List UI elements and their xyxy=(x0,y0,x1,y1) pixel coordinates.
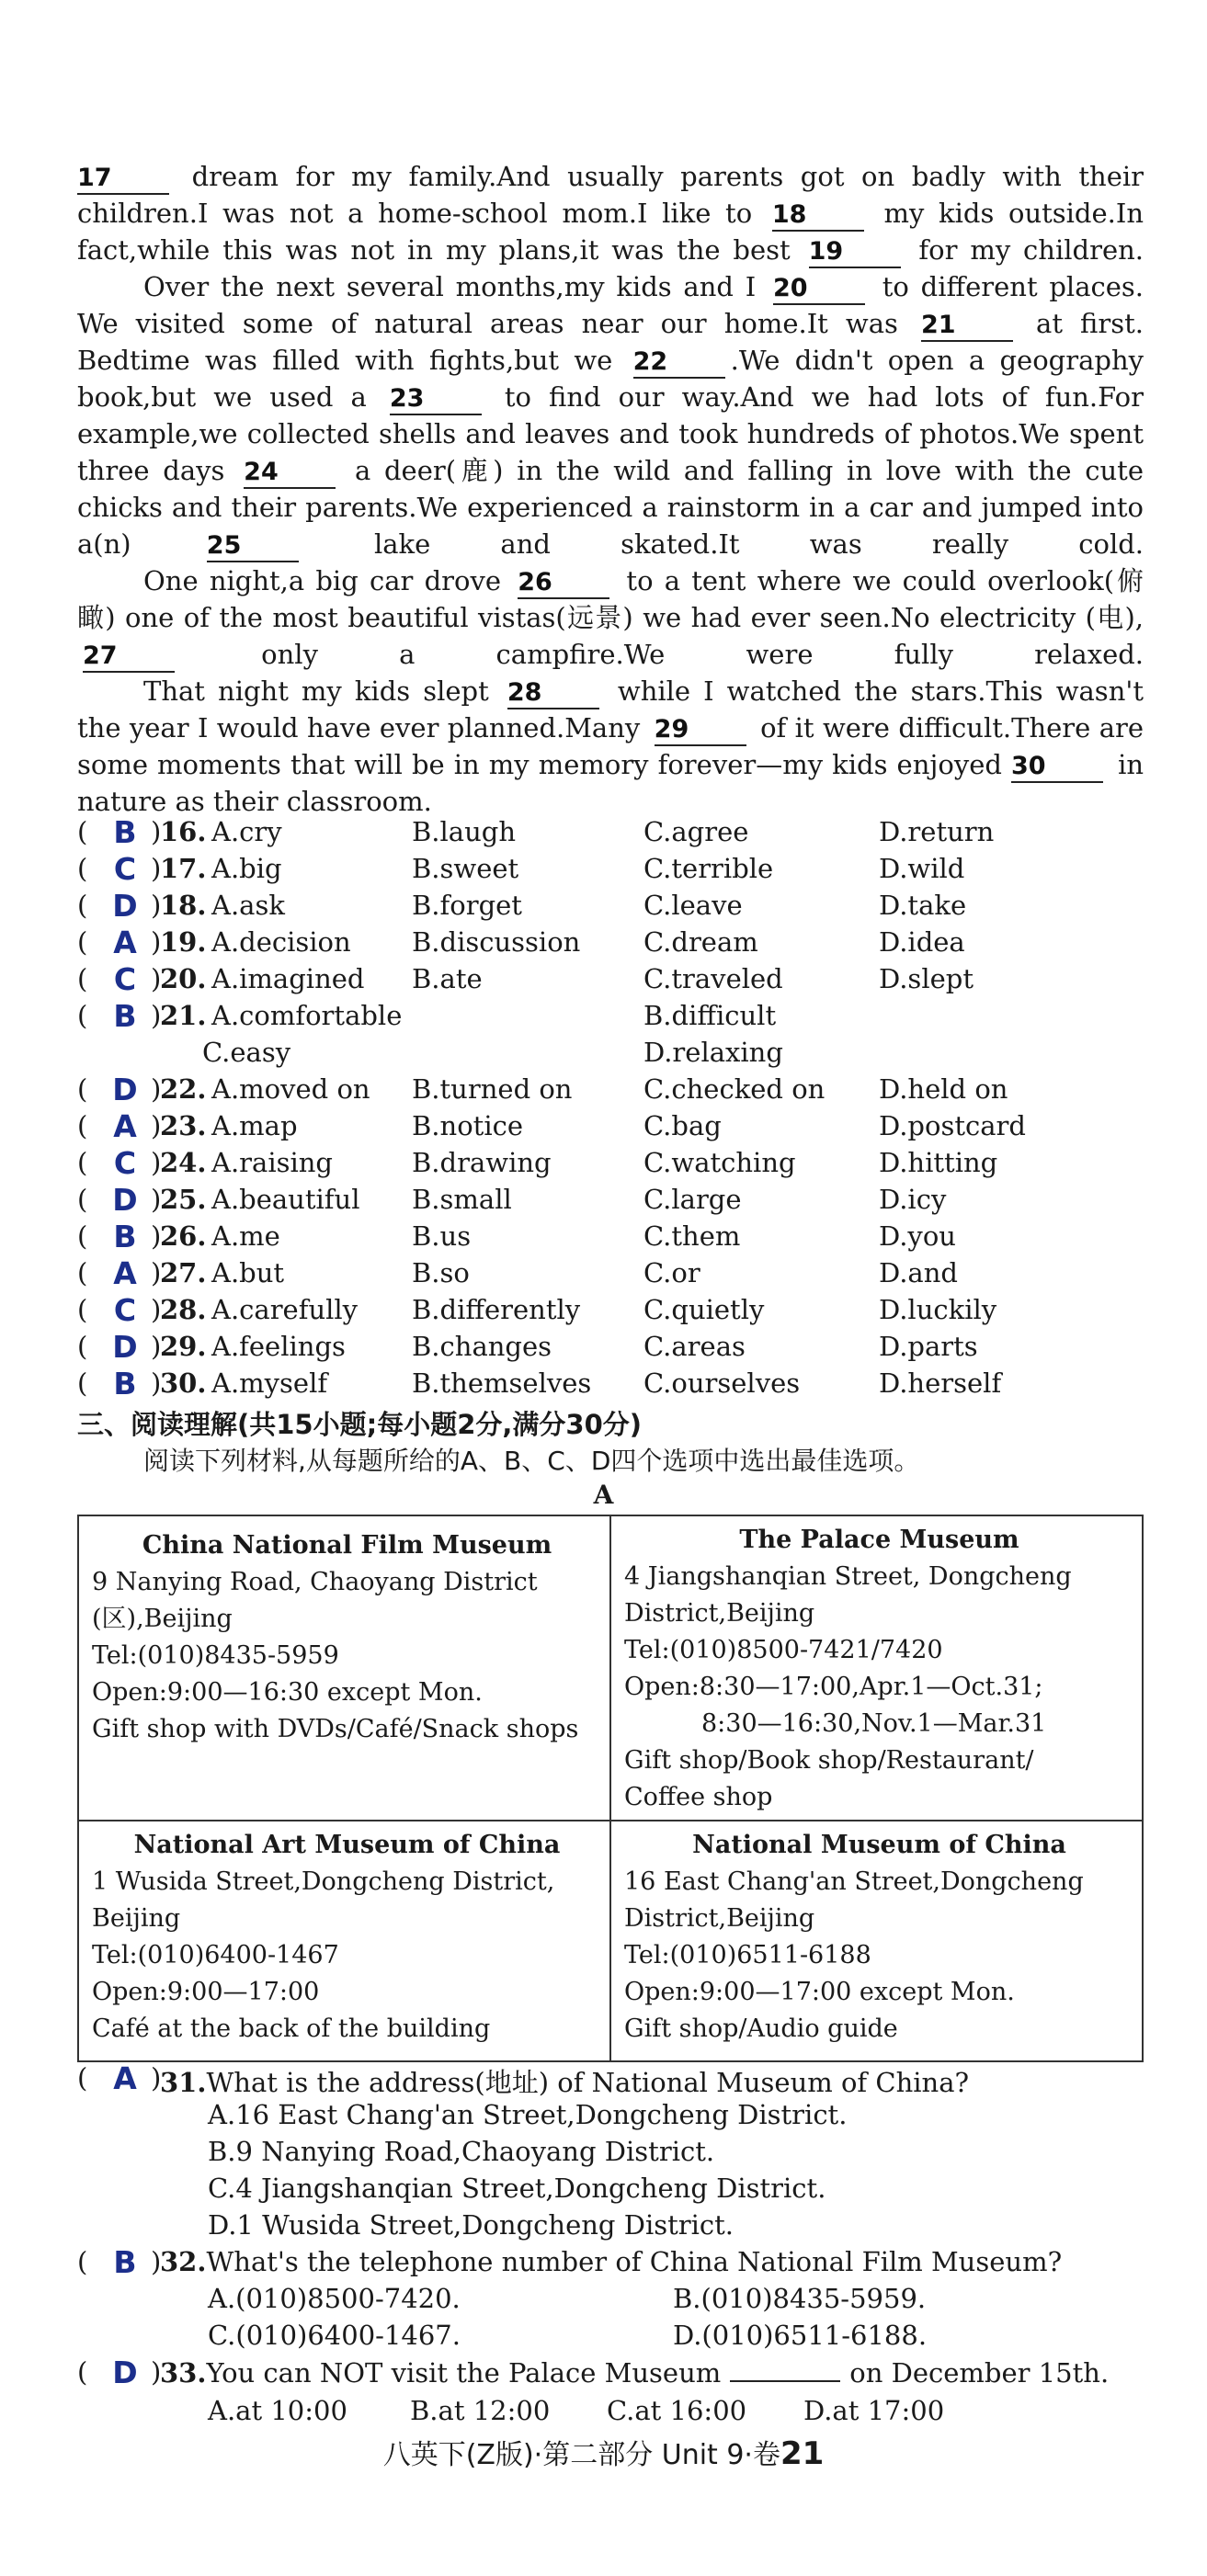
option-d: D.idea xyxy=(879,926,965,958)
question-number: 32. xyxy=(160,2246,207,2277)
question-number: 22. xyxy=(160,1073,207,1105)
blank-21: 21 xyxy=(921,311,1013,342)
answer-mark: D xyxy=(112,2355,138,2390)
question-number: 25. xyxy=(160,1184,207,1215)
question-20: ( C ) 20. A.imagined B.ate C.traveled D.slept xyxy=(77,961,974,997)
blank-28: 28 xyxy=(507,678,599,709)
footer-text: 八英下(Z版)·第二部分 Unit 9·卷 xyxy=(382,2439,780,2471)
paragraph-1 xyxy=(77,158,1144,268)
museum-name: The Palace Museum xyxy=(739,1526,1019,1554)
option-b: B.us xyxy=(412,1220,472,1252)
passage-text: of it were difficult.There are some moments that will be in my memory forever—my kids enjoyed xyxy=(77,712,1144,780)
blank-17: 17 xyxy=(77,164,169,195)
passage-text: my kids outside.In fact,while this was not in my plans,it was the best xyxy=(77,198,1144,266)
option-c: C.agree xyxy=(643,816,749,847)
option-b: B.(010)8435-5959. xyxy=(673,2283,927,2314)
option-a: A.decision xyxy=(211,926,351,958)
page-footer xyxy=(0,2432,1207,2472)
section-title: 三、阅读理解(共15小题;每小题2分,满分30分) xyxy=(77,1409,643,1440)
answer-mark: A xyxy=(113,925,137,960)
question-24: ( C ) 24. A.raising B.drawing C.watching D.hitting xyxy=(77,1145,998,1181)
option-a: A.beautiful xyxy=(211,1184,360,1215)
question-27: ( A ) 27. A.but B.so C.or D.and xyxy=(77,1255,958,1291)
option-b: B.ate xyxy=(412,963,483,994)
option-c: C.traveled xyxy=(643,963,783,994)
question-number: 17. xyxy=(160,853,207,884)
option-b: B.small xyxy=(412,1184,512,1215)
passage-text: dream for my family.And usually parents got on badly with their children.I was not a home-school mom.I like to xyxy=(77,161,1144,229)
blank-19: 19 xyxy=(809,237,901,268)
museum-address: 9 Nanying Road, Chaoyang District xyxy=(92,1568,538,1596)
blank-18: 18 xyxy=(772,200,864,232)
reading-question-33: ( D ) 33.You can NOT visit the Palace Museum on December 15th. xyxy=(77,2355,1110,2390)
museum-facilities: Café at the back of the building xyxy=(92,2014,491,2043)
passage-text: only a campfire.We were fully relaxed. xyxy=(261,639,1144,670)
question-26: ( B ) 26. A.me B.us C.them D.you xyxy=(77,1219,956,1254)
question-number: 19. xyxy=(160,926,207,958)
museum-hours: Open:9:00—17:00 except Mon. xyxy=(624,1978,1015,2006)
option-b: B.themselves xyxy=(412,1367,592,1399)
option-c: C.(010)6400-1467. xyxy=(208,2320,461,2351)
museum-cell-national xyxy=(610,1821,1143,2061)
answer-mark: B xyxy=(113,1366,137,1401)
option-c: C.large xyxy=(643,1184,742,1215)
option-b: B.at 12:00 xyxy=(410,2395,551,2426)
question-21-line2 xyxy=(77,1035,1162,1072)
paragraph-4 xyxy=(77,673,1144,820)
option-c: C.dream xyxy=(643,926,758,958)
option-b: B.turned on xyxy=(412,1073,573,1105)
blank-25: 25 xyxy=(207,531,299,562)
reading-question-32: ( B ) 32.What's the telephone number of China National Film Museum? A.(010)8500-7420. B.(010)8435-5959. C.(010)6400-1467. D.(010)6511-6188. xyxy=(77,2244,1063,2351)
passage-text: a deer(鹿) in the wild and falling in love with the cute chicks and their parents.We experienced a rainstorm in a car and jumped into a(n) xyxy=(77,455,1144,560)
blank-29: 29 xyxy=(655,715,746,746)
answer-mark: A xyxy=(113,2060,137,2096)
question-number: 29. xyxy=(160,1331,207,1362)
option-b: B.notice xyxy=(412,1110,523,1141)
option-b: B.changes xyxy=(412,1331,552,1362)
option-a: A.cry xyxy=(211,816,282,847)
answer-mark: C xyxy=(113,1292,137,1328)
answer-mark: B xyxy=(113,1219,137,1254)
question-number: 20. xyxy=(160,963,207,994)
passage-text: One night,a big car drove xyxy=(143,565,502,596)
answer-mark: B xyxy=(113,998,137,1034)
option-b: B.sweet xyxy=(412,853,519,884)
question-number: 30. xyxy=(160,1367,207,1399)
paragraph-3 xyxy=(77,562,1144,673)
option-c: C.them xyxy=(643,1220,741,1252)
option-b: B.laugh xyxy=(412,816,517,847)
museum-address: Beijing xyxy=(92,1904,181,1933)
option-d: D.slept xyxy=(879,963,974,994)
museum-address: District,Beijing xyxy=(624,1599,815,1628)
option-d: D.you xyxy=(879,1220,956,1252)
option-b: B.difficult xyxy=(643,1000,777,1031)
option-a: A.(010)8500-7420. xyxy=(208,2283,461,2314)
option-d: D.wild xyxy=(879,853,965,884)
option-d: D.parts xyxy=(879,1331,978,1362)
option-c: C.bag xyxy=(643,1110,722,1141)
paragraph-2 xyxy=(77,268,1144,562)
section-instruction: 阅读下列材料,从每题所给的A、B、C、D四个选项中选出最佳选项。 xyxy=(143,1446,920,1476)
blank-26: 26 xyxy=(518,568,609,599)
question-number: 16. xyxy=(160,816,207,847)
question-number: 18. xyxy=(160,890,207,921)
question-stem: You can NOT visit the Palace Museum xyxy=(206,2357,722,2389)
option-c: C.4 Jiangshanqian Street,Dongcheng District. xyxy=(208,2173,826,2204)
answer-mark: D xyxy=(112,1329,138,1365)
option-b: B.9 Nanying Road,Chaoyang District. xyxy=(208,2136,715,2167)
passage-text: at first. Bedtime was filled with fights,but we xyxy=(77,308,1144,376)
passage-text: lake and skated.It was really cold. xyxy=(373,528,1144,560)
option-a: A.imagined xyxy=(211,963,365,994)
question-25: ( D ) 25. A.beautiful B.small C.large D.icy xyxy=(77,1182,947,1218)
answer-mark: C xyxy=(113,961,137,997)
question-29: ( D ) 29. A.feelings B.changes C.areas D.parts xyxy=(77,1329,978,1365)
question-stem: What is the address(地址) of National Museum of China? xyxy=(206,2067,970,2098)
option-c: C.or xyxy=(643,1257,700,1288)
question-stem: What's the telephone number of China National Film Museum? xyxy=(206,2246,1063,2277)
museum-tel: Tel:(010)8435-5959 xyxy=(92,1641,339,1670)
option-b: B.drawing xyxy=(412,1147,552,1178)
blank-30: 30 xyxy=(1011,752,1103,783)
option-d: D.postcard xyxy=(879,1110,1026,1141)
answer-mark: B xyxy=(113,814,137,850)
blank-22: 22 xyxy=(633,347,725,379)
answer-mark: A xyxy=(113,1108,137,1144)
passage-text: Over the next several months,my kids and I xyxy=(143,271,757,302)
option-d: D.luckily xyxy=(879,1294,997,1325)
option-b: B.differently xyxy=(412,1294,581,1325)
option-c: C.easy xyxy=(202,1037,291,1068)
cloze-question-list xyxy=(77,814,1162,1402)
option-a: A.but xyxy=(211,1257,285,1288)
museum-cell-film xyxy=(78,1515,610,1821)
option-d: D.return xyxy=(879,816,995,847)
museum-facilities: Gift shop with DVDs/Café/Snack shops xyxy=(92,1715,579,1743)
cloze-passage xyxy=(77,158,1144,820)
reading-question-31: ( A ) 31.What is the address(地址) of National Museum of China? A.16 East Chang'an Street,Dongcheng District. B.9 Nanying Road,Chaoyang District. C.4 Jiangshanqian Street,Dongcheng District. D.1 Wusida Street,Dongcheng District. xyxy=(77,2060,970,2241)
answer-mark: A xyxy=(113,1255,137,1291)
question-number: 31. xyxy=(160,2067,207,2098)
question-number: 28. xyxy=(160,1294,207,1325)
question-16: ( B ) 16. A.cry B.laugh C.agree D.return xyxy=(77,814,995,850)
museum-address: (区),Beijing xyxy=(92,1605,233,1633)
option-a: A.carefully xyxy=(211,1294,359,1325)
museum-name: China National Film Museum xyxy=(142,1531,552,1560)
museum-facilities: Gift shop/Book shop/Restaurant/ xyxy=(624,1746,1034,1775)
question-19: ( A ) 19. A.decision B.discussion C.dream D.idea xyxy=(77,925,965,960)
blank-27: 27 xyxy=(83,641,175,673)
question-stem: on December 15th. xyxy=(849,2357,1110,2389)
museum-name: National Museum of China xyxy=(692,1831,1066,1859)
museum-info-table xyxy=(77,1515,1144,2062)
option-a: A.big xyxy=(211,853,282,884)
blank-23: 23 xyxy=(390,384,482,415)
museum-address: 16 East Chang'an Street,Dongcheng xyxy=(624,1867,1084,1896)
question-number: 24. xyxy=(160,1147,207,1178)
option-d: D.and xyxy=(879,1257,958,1288)
passage-text: for my children. xyxy=(918,234,1144,266)
option-c: C.terrible xyxy=(643,853,774,884)
option-d: D.take xyxy=(879,890,967,921)
option-c: C.leave xyxy=(643,890,743,921)
option-c: C.checked on xyxy=(643,1073,826,1105)
option-c: C.at 16:00 xyxy=(607,2395,747,2426)
question-18: ( D ) 18. A.ask B.forget C.leave D.take xyxy=(77,888,967,924)
option-c: C.ourselves xyxy=(643,1367,801,1399)
question-23: ( A ) 23. A.map B.notice C.bag D.postcard xyxy=(77,1108,1026,1144)
option-a: A.moved on xyxy=(211,1073,370,1105)
museum-address: 4 Jiangshanqian Street, Dongcheng xyxy=(624,1562,1072,1591)
answer-blank xyxy=(730,2356,840,2382)
question-number: 27. xyxy=(160,1257,207,1288)
answer-mark: C xyxy=(113,1145,137,1181)
museum-tel: Tel:(010)6400-1467 xyxy=(92,1941,339,1969)
museum-facilities: Gift shop/Audio guide xyxy=(624,2014,898,2043)
museum-hours: Open:9:00—16:30 except Mon. xyxy=(92,1678,483,1707)
passage-text: while I watched the stars.This wasn't the year I would have ever planned.Many xyxy=(77,675,1144,743)
passage-text: to a tent where we could overlook(俯瞰) one of the most beautiful vistas(远景) we had ever seen.No electricity (电), xyxy=(77,565,1144,633)
museum-hours: Open:8:30—17:00,Apr.1—Oct.31; xyxy=(624,1673,1043,1701)
museum-cell-art xyxy=(78,1821,610,2061)
option-a: A.map xyxy=(211,1110,298,1141)
answer-mark: B xyxy=(113,2244,137,2280)
option-a: A.comfortable xyxy=(211,1000,403,1031)
question-28: ( C ) 28. A.carefully B.differently C.quietly D.luckily xyxy=(77,1292,997,1328)
option-d: D.herself xyxy=(879,1367,1002,1399)
passage-text: to find our way.And we had lots of fun.For example,we collected shells and leaves and took hundreds of photos.We spent three days xyxy=(77,381,1144,486)
passage-text: to different places. We visited some of natural areas near our home.It was xyxy=(77,271,1144,339)
museum-facilities: Coffee shop xyxy=(624,1783,773,1811)
reading-question-33-options xyxy=(77,2393,1162,2430)
option-a: A.myself xyxy=(211,1367,328,1399)
question-22: ( D ) 22. A.moved on B.turned on C.checked on D.held on xyxy=(77,1072,1008,1107)
question-number: 23. xyxy=(160,1110,207,1141)
blank-20: 20 xyxy=(773,274,865,305)
answer-mark: D xyxy=(112,888,138,924)
passage-text: in nature as their classroom. xyxy=(77,749,1144,817)
museum-name: National Art Museum of China xyxy=(133,1831,561,1859)
option-b: B.so xyxy=(412,1257,470,1288)
museum-hours: 8:30—16:30,Nov.1—Mar.31 xyxy=(701,1709,1047,1738)
passage-text: .We didn't open a geography book,but we used a xyxy=(77,345,1144,413)
page-number: 21 xyxy=(780,2435,825,2472)
option-b: B.forget xyxy=(412,890,522,921)
option-d: D.icy xyxy=(879,1184,947,1215)
option-a: A.me xyxy=(211,1220,280,1252)
question-number: 33. xyxy=(160,2357,207,2389)
option-a: A.at 10:00 xyxy=(208,2395,347,2426)
blank-24: 24 xyxy=(244,458,336,489)
museum-tel: Tel:(010)8500-7421/7420 xyxy=(624,1636,943,1664)
passage-label: A xyxy=(593,1480,614,1510)
question-21: ( B ) 21. A.comfortable B.difficult xyxy=(77,998,777,1034)
museum-address: District,Beijing xyxy=(624,1904,815,1933)
option-d: D.relaxing xyxy=(643,1037,783,1068)
option-a: A.16 East Chang'an Street,Dongcheng District. xyxy=(208,2099,848,2130)
question-number: 21. xyxy=(160,1000,207,1031)
passage-text: That night my kids slept xyxy=(143,675,489,707)
option-d: D.1 Wusida Street,Dongcheng District. xyxy=(208,2209,734,2241)
option-a: A.feelings xyxy=(211,1331,346,1362)
option-c: C.watching xyxy=(643,1147,796,1178)
answer-mark: D xyxy=(112,1182,138,1218)
museum-cell-palace xyxy=(610,1515,1143,1821)
option-c: C.quietly xyxy=(643,1294,765,1325)
option-d: D.hitting xyxy=(879,1147,998,1178)
option-b: B.discussion xyxy=(412,926,581,958)
museum-tel: Tel:(010)6511-6188 xyxy=(624,1941,871,1969)
question-17: ( C ) 17. A.big B.sweet C.terrible D.wild xyxy=(77,851,965,887)
question-number: 26. xyxy=(160,1220,207,1252)
answer-mark: C xyxy=(113,851,137,887)
option-c: C.areas xyxy=(643,1331,746,1362)
option-d: D.held on xyxy=(879,1073,1008,1105)
answer-mark: D xyxy=(112,1072,138,1107)
question-30: ( B ) 30. A.myself B.themselves C.ourselves D.herself xyxy=(77,1366,1002,1401)
option-a: A.ask xyxy=(211,890,285,921)
option-d: D.(010)6511-6188. xyxy=(673,2320,928,2351)
option-d: D.at 17:00 xyxy=(803,2395,945,2426)
option-a: A.raising xyxy=(211,1147,333,1178)
museum-address: 1 Wusida Street,Dongcheng District, xyxy=(92,1867,555,1896)
museum-hours: Open:9:00—17:00 xyxy=(92,1978,320,2006)
